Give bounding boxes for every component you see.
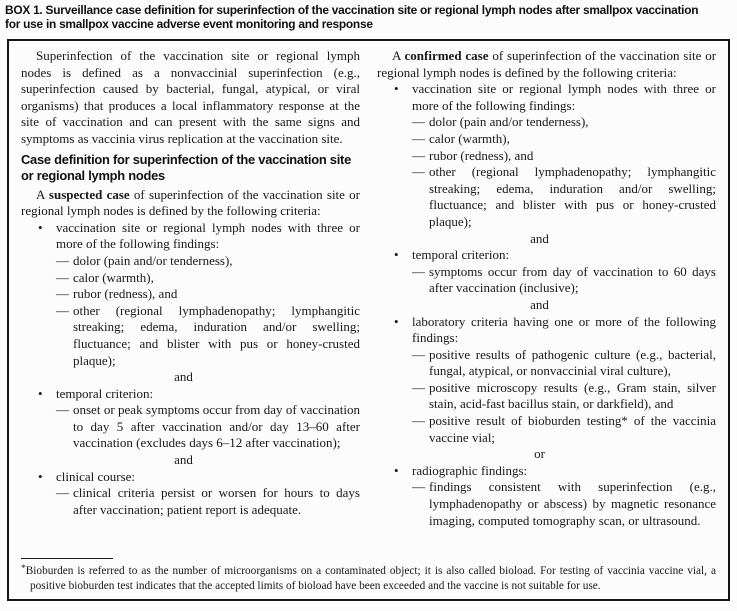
case-definition-heading: Case definition for superinfection of the vaccination site or regional lymph nodes: [21, 151, 352, 183]
criterion-item: [377, 463, 716, 480]
dash-marker: —: [412, 164, 425, 180]
criterion-text: positive results of pathogenic culture (e.g., bacterial, fungal, atypical, or nonvaccinial viral culture),: [429, 346, 716, 379]
criterion-subitem: [377, 347, 716, 380]
right-column: [377, 48, 716, 553]
dash-marker: —: [412, 147, 425, 163]
criterion-text: positive result of bioburden testing* of the vaccinia vaccine vial;: [429, 413, 716, 445]
criterion-item: [377, 81, 716, 114]
criterion-text: vaccination site or regional lymph nodes with three or more of the following findings:: [412, 81, 716, 113]
logical-connector: [377, 446, 716, 463]
criterion-subitem: [21, 270, 360, 287]
bullet-marker: •: [38, 385, 43, 401]
criterion-subitem: [21, 286, 360, 303]
suspected-case-term: suspected case: [48, 186, 130, 202]
confirmed-criteria-list: [377, 81, 716, 529]
criterion-text: laboratory criteria having one or more of the following findings:: [412, 313, 716, 346]
logical-connector: [377, 297, 716, 314]
criterion-text: rubor (redness), and: [73, 286, 178, 302]
criterion-text: radiographic findings:: [412, 462, 528, 478]
criterion-text: or: [534, 446, 545, 462]
criterion-text: temporal criterion:: [56, 385, 154, 401]
criterion-text: clinical criteria persist or worsen for hours to days after vaccination; patient report is adequate.: [73, 485, 360, 517]
footnote-rule: [21, 558, 113, 559]
dash-marker: —: [56, 485, 69, 501]
footnote-body: Bioburden is referred to as the number of microorganisms on a contaminated object; it is also called bioload. For testing of vaccinia vaccine vial, a positive bioburden test indicates that the accepted limits of bioload have been exceeded and the vaccine is not suitable for use.: [25, 565, 716, 592]
criterion-text: and: [530, 296, 549, 312]
bullet-marker: •: [38, 219, 43, 235]
criterion-subitem: [377, 164, 716, 230]
criterion-text: clinical course:: [56, 468, 136, 484]
criterion-text: positive microscopy results (e.g., Gram stain, silver stain, acid-fast bacillus stain, or darkfield), and: [429, 379, 716, 412]
criterion-text: other (regional lymphadenopathy; lymphangitic streaking; edema, induration and/or swelling; fluctuance; and blister with pus or honey-crusted plaque);: [429, 164, 716, 229]
criterion-subitem: [377, 264, 716, 297]
suspected-case-pre: A: [36, 186, 49, 202]
suspected-case-post: of superinfection of the vaccination site or regional lymph nodes is defined by the following criteria:: [21, 186, 361, 219]
box-title-line1: BOX 1. Surveillance case definition for superinfection of the vaccination site or regional lymph nodes after smallpox vaccination: [5, 3, 699, 17]
left-column: [21, 48, 360, 553]
criterion-text: rubor (redness), and: [429, 147, 534, 163]
definition-box: [7, 39, 730, 601]
criterion-subitem: [21, 253, 360, 270]
criterion-text: and: [530, 230, 549, 246]
dash-marker: —: [412, 263, 425, 279]
criterion-item: [21, 469, 360, 486]
logical-connector: [21, 369, 360, 386]
footnote: [21, 558, 716, 594]
criterion-text: calor (warmth),: [73, 269, 154, 285]
dash-marker: —: [56, 302, 69, 318]
criterion-subitem: [377, 131, 716, 148]
criterion-item: [377, 314, 716, 347]
footnote-text: [21, 562, 716, 594]
criterion-subitem: [21, 402, 360, 452]
logical-connector: [377, 231, 716, 248]
dash-marker: —: [56, 252, 69, 268]
criterion-text: and: [174, 452, 193, 468]
bullet-marker: •: [394, 247, 399, 263]
dash-marker: —: [412, 346, 425, 362]
confirmed-case-pre: A: [392, 48, 405, 63]
criterion-item: [21, 220, 360, 253]
dash-marker: —: [56, 286, 69, 302]
criterion-item: [21, 386, 360, 403]
criterion-text: dolor (pain and/or tenderness),: [73, 252, 233, 268]
criterion-text: and: [174, 369, 193, 385]
criterion-subitem: [377, 148, 716, 165]
bullet-marker: •: [38, 468, 43, 484]
criterion-text: findings consistent with superinfection (e.g., lymphadenopathy or abscess) by magnetic resonance imaging, computed tomography scan, or ultrasound.: [429, 479, 716, 528]
suspected-criteria-list: [21, 220, 360, 519]
criterion-text: vaccination site or regional lymph nodes with three or more of the following findings:: [56, 219, 360, 252]
bullet-marker: •: [394, 313, 399, 329]
criterion-subitem: [377, 380, 716, 413]
criterion-text: other (regional lymphadenopathy; lymphangitic streaking; edema, induration and/or swelling; fluctuance; and blister with pus or honey-crusted plaque);: [73, 302, 360, 368]
dash-marker: —: [412, 114, 425, 130]
criterion-item: [377, 247, 716, 264]
criterion-text: onset or peak symptoms occur from day of vaccination to day 5 after vaccination and/or day 13–60 after vaccination (excludes days 6–12 after vaccination);: [73, 402, 360, 451]
confirmed-case-paragraph: [377, 48, 716, 81]
criterion-text: calor (warmth),: [429, 130, 510, 146]
criterion-text: dolor (pain and/or tenderness),: [429, 114, 589, 130]
confirmed-case-post: of superinfection of the vaccination site or regional lymph nodes is defined by the following criteria:: [377, 48, 716, 80]
criterion-subitem: [21, 485, 360, 518]
dash-marker: —: [412, 413, 425, 429]
footnote-asterisk: *: [21, 564, 26, 574]
criterion-subitem: [377, 413, 716, 446]
box-columns: [21, 48, 716, 553]
bullet-marker: •: [394, 81, 399, 97]
criterion-subitem: [377, 479, 716, 529]
confirmed-case-term: confirmed case: [404, 48, 489, 63]
bullet-marker: •: [394, 462, 399, 478]
suspected-case-paragraph: [21, 187, 360, 220]
box-title: [5, 4, 731, 32]
criterion-text: symptoms occur from day of vaccination to 60 days after vaccination (inclusive);: [429, 263, 716, 296]
dash-marker: —: [56, 269, 69, 285]
dash-marker: —: [412, 130, 425, 146]
intro-paragraph: Superinfection of the vaccination site or regional lymph nodes is defined as a nonvaccinial superinfection (e.g., superinfection caused by bacterial, fungal, atypical, or viral organisms) that produces a local inflammatory response at the site of vaccination and can present with the same signs and symptoms as vaccinia virus replication at the vaccination site.: [21, 48, 360, 146]
criterion-text: temporal criterion:: [412, 247, 510, 263]
dash-marker: —: [412, 479, 425, 495]
logical-connector: [21, 452, 360, 469]
dash-marker: —: [412, 379, 425, 395]
box-title-line2: for use in smallpox vaccine adverse event monitoring and response: [5, 16, 373, 31]
dash-marker: —: [56, 402, 69, 418]
criterion-subitem: [377, 114, 716, 131]
criterion-subitem: [21, 303, 360, 369]
